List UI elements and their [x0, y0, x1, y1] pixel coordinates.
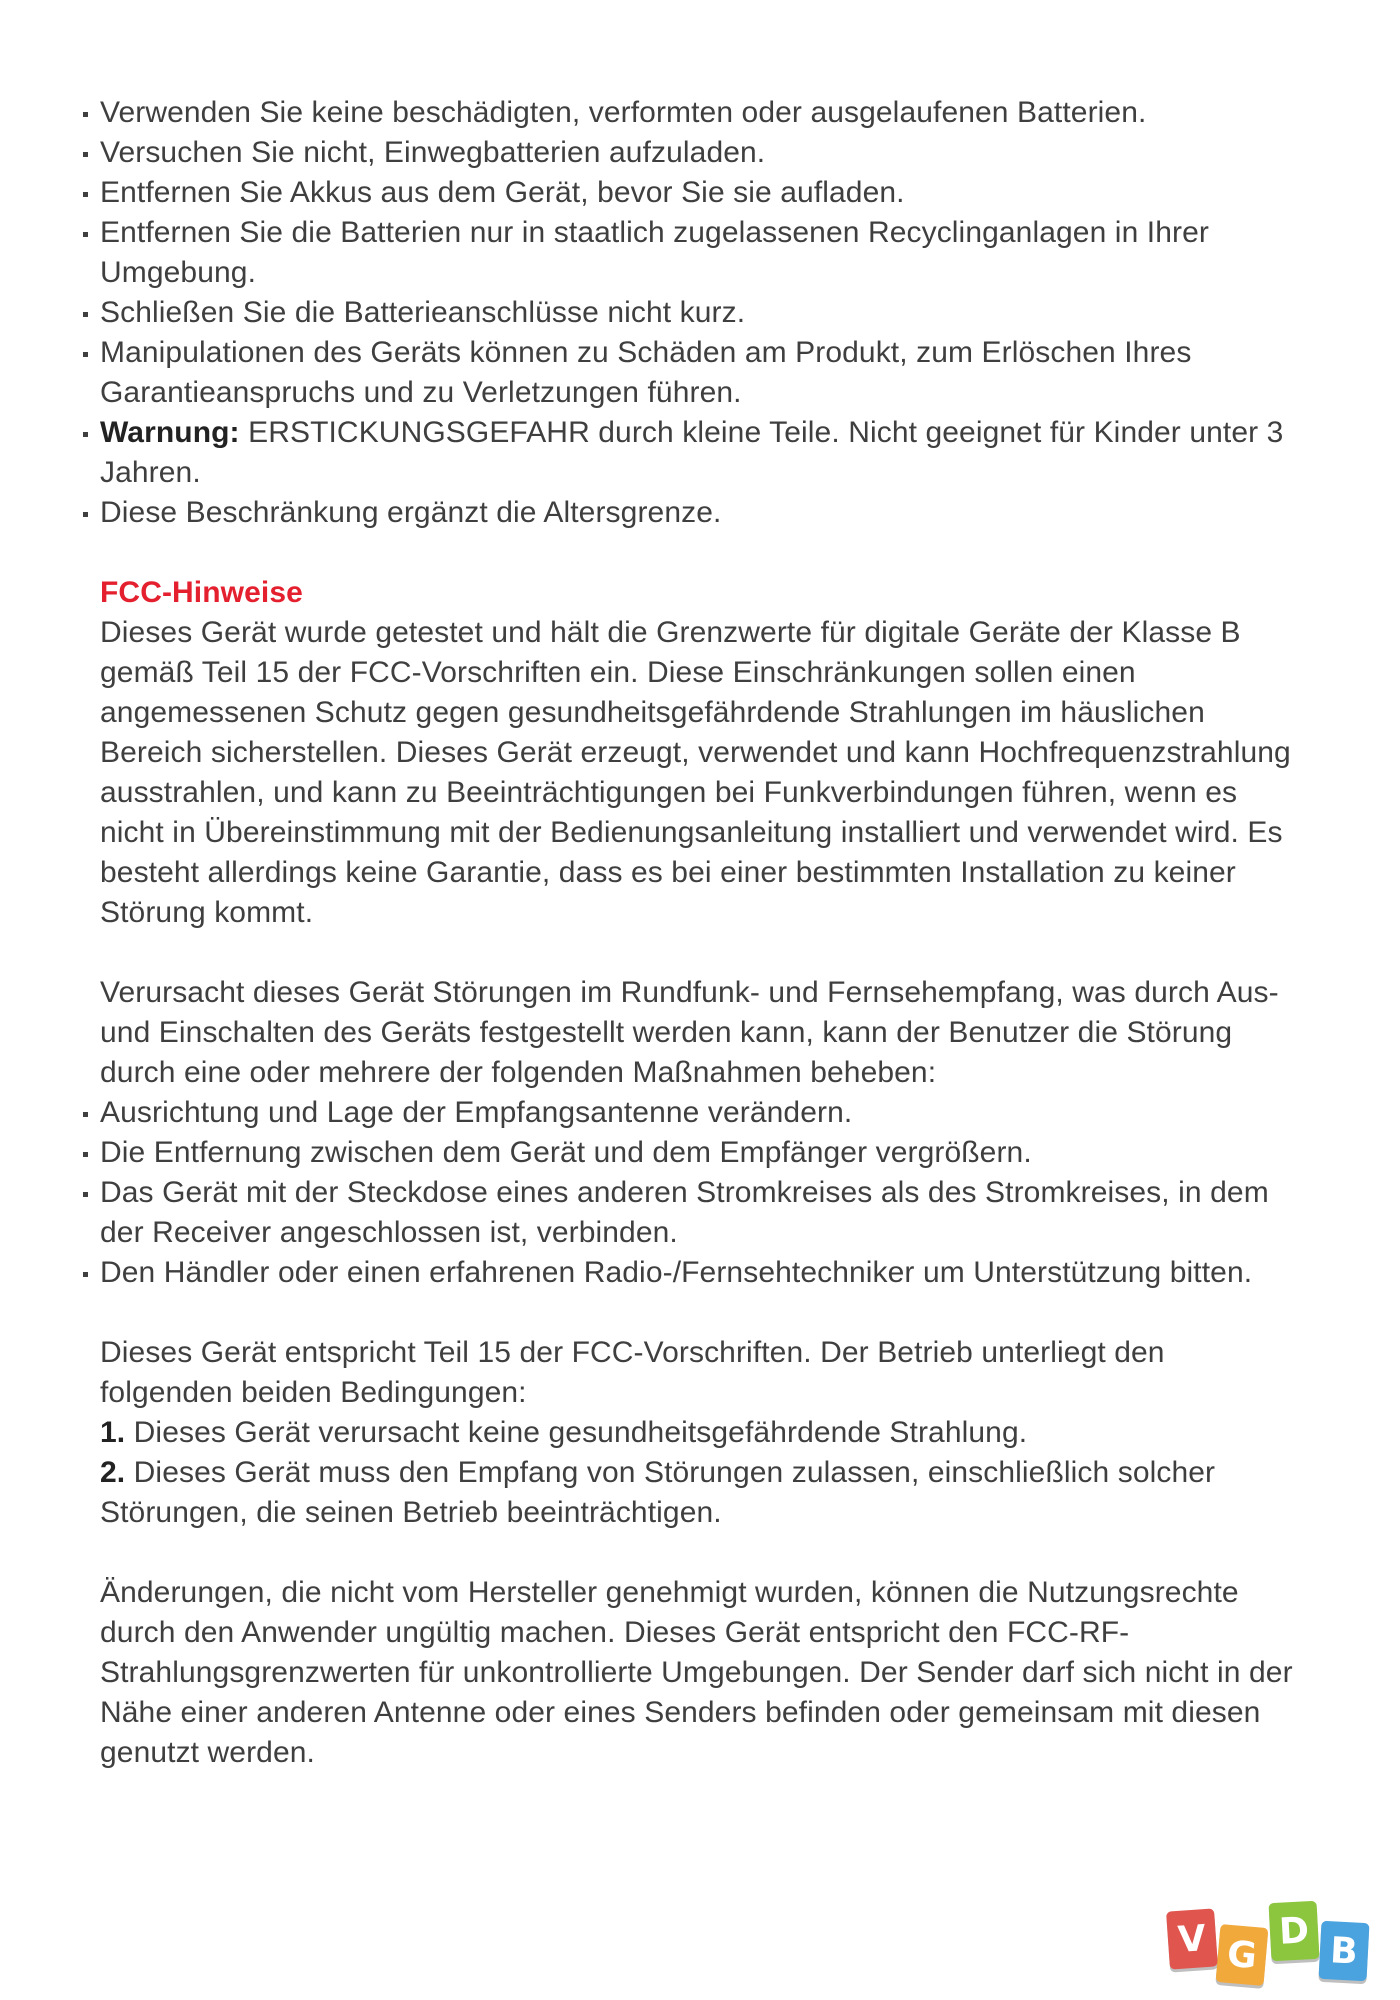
- document-content: [100, 93, 1300, 1773]
- warning-text: ERSTICKUNGSGEFAHR durch kleine Teile. Nicht geeignet für Kinder unter 3 Jahren.: [100, 416, 1284, 489]
- spacer: [100, 1533, 1300, 1573]
- list-item-text: Entfernen Sie Akkus aus dem Gerät, bevor Sie sie aufladen.: [100, 176, 905, 209]
- list-item-text: Die Entfernung zwischen dem Gerät und dem Empfänger vergrößern.: [100, 1136, 1032, 1169]
- list-item: [100, 1093, 1300, 1133]
- list-item-text: Das Gerät mit der Steckdose eines anderen Stromkreises als des Stromkreises, in dem der Receiver angeschlossen ist, verbinden.: [100, 1176, 1269, 1249]
- fcc-paragraph-4: Änderungen, die nicht vom Hersteller genehmigt wurden, können die Nutzungsrechte durch den Anwender ungültig machen. Dieses Gerät entspricht den FCC-RF-Strahlungsgrenzwerten für unkontrollierte Umgebungen. Der Sender darf sich nicht in der Nähe einer anderen Antenne oder eines Senders befinden oder gemeinsam mit diesen genutzt werden.: [100, 1576, 1293, 1769]
- list-item-text: Diese Beschränkung ergänzt die Altersgrenze.: [100, 496, 722, 529]
- list-item-text: Den Händler oder einen erfahrenen Radio-/Fernsehtechniker um Unterstützung bitten.: [100, 1256, 1253, 1289]
- spacer: [100, 1293, 1300, 1333]
- condition-2: [100, 1453, 1300, 1533]
- list-item: [100, 93, 1300, 133]
- condition-number: 2.: [100, 1456, 126, 1489]
- fcc-paragraph-2: Verursacht dieses Gerät Störungen im Rundfunk- und Fernsehempfang, was durch Aus- und Einschalten des Geräts festgestellt werden kann, kann der Benutzer die Störung durch eine oder mehrere der folgenden Maßnahmen beheben:: [100, 976, 1279, 1089]
- list-item-text: Manipulationen des Geräts können zu Schäden am Produkt, zum Erlöschen Ihres Garantieanspruchs und zu Verletzungen führen.: [100, 336, 1192, 409]
- list-item: [100, 133, 1300, 173]
- condition-1: [100, 1413, 1300, 1453]
- list-item: [100, 213, 1300, 293]
- list-item: [100, 333, 1300, 413]
- logo-tile-g: G: [1216, 1924, 1269, 1986]
- spacer: [100, 933, 1300, 973]
- list-item: [100, 1173, 1300, 1253]
- fcc-heading: FCC-Hinweise: [100, 576, 303, 609]
- fcc-paragraph-3: Dieses Gerät entspricht Teil 15 der FCC-Vorschriften. Der Betrieb unterliegt den folgenden beiden Bedingungen:: [100, 1336, 1165, 1409]
- list-item-text: Schließen Sie die Batterieanschlüsse nicht kurz.: [100, 296, 746, 329]
- logo-tile-b: B: [1319, 1921, 1370, 1981]
- warning-label: Warnung:: [100, 416, 240, 449]
- condition-text: Dieses Gerät verursacht keine gesundheitsgefährdende Strahlung.: [125, 1416, 1028, 1449]
- condition-number: 1.: [100, 1416, 126, 1449]
- list-item-text: Versuchen Sie nicht, Einwegbatterien aufzuladen.: [100, 136, 766, 169]
- list-item-text: Ausrichtung und Lage der Empfangsantenne verändern.: [100, 1096, 853, 1129]
- fcc-paragraph-1: Dieses Gerät wurde getestet und hält die Grenzwerte für digitale Geräte der Klasse B gemäß Teil 15 der FCC-Vorschriften ein. Diese Einschränkungen sollen einen angemessenen Schutz gegen gesundheitsgefährdende Strahlungen im häuslichen Bereich sicherstellen. Dieses Gerät erzeugt, verwendet und kann Hochfrequenzstrahlung ausstrahlen, und kann zu Beeinträchtigungen bei Funkverbindungen führen, wenn es nicht in Übereinstimmung mit der Bedienungsanleitung installiert und verwendet wird. Es besteht allerdings keine Garantie, dass es bei einer bestimmten Installation zu keiner Störung kommt.: [100, 616, 1291, 929]
- logo-tile-d: D: [1269, 1901, 1320, 1961]
- list-item: [100, 173, 1300, 213]
- fcc-measures-list: [100, 1093, 1300, 1293]
- logo-tile-v: V: [1166, 1908, 1218, 1969]
- warning-item: [100, 413, 1300, 493]
- battery-safety-list: [100, 93, 1300, 533]
- list-item-text: Verwenden Sie keine beschädigten, verformten oder ausgelaufenen Batterien.: [100, 96, 1147, 129]
- vgdb-logo: [1168, 1896, 1378, 1986]
- list-item: [100, 293, 1300, 333]
- condition-text: Dieses Gerät muss den Empfang von Störungen zulassen, einschließlich solcher Störungen, die seinen Betrieb beeinträchtigen.: [100, 1456, 1216, 1529]
- list-item: [100, 1133, 1300, 1173]
- list-item: [100, 493, 1300, 533]
- list-item-text: Entfernen Sie die Batterien nur in staatlich zugelassenen Recyclinganlagen in Ihrer Umgebung.: [100, 216, 1209, 289]
- list-item: [100, 1253, 1300, 1293]
